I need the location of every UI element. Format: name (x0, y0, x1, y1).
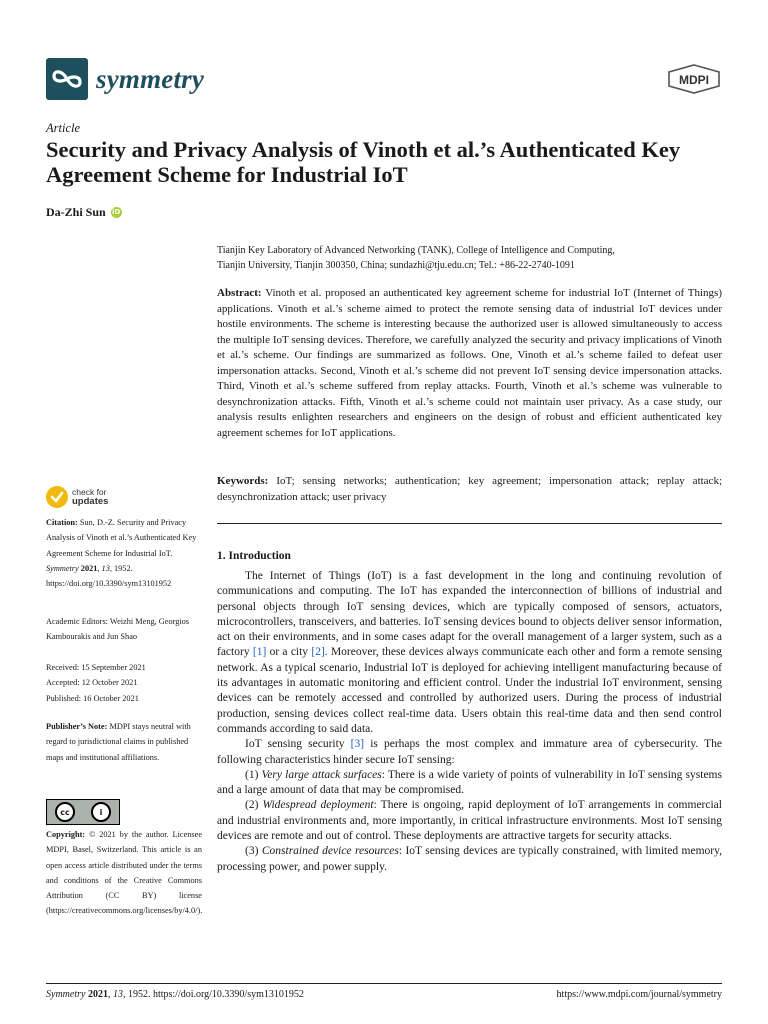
publisher-note: Publisher’s Note: MDPI stays neutral with regard to jurisdictional claims in published maps and institutional affiliations. (46, 722, 191, 762)
mdpi-logo-icon[interactable] (667, 64, 721, 94)
reference-link[interactable]: [3] (350, 738, 365, 751)
list-item: (3) Constrained device resources: IoT sensing devices are typically constrained, with limited memory, processing power, and power supply. (217, 845, 722, 873)
checkmark-icon (46, 486, 68, 508)
check-for-updates-button[interactable]: check for updates (46, 486, 108, 508)
keywords (217, 474, 722, 505)
orcid-icon[interactable]: iD (112, 208, 121, 216)
author-name[interactable]: Da-Zhi Sun (46, 205, 106, 219)
footer-citation: Symmetry 2021, 13, 1952. https://doi.org/10.3390/sym13101952 (46, 989, 304, 1000)
publisher-name: MDPI (679, 73, 709, 87)
academic-editors: Academic Editors: Weizhi Meng, Georgios Kambourakis and Jun Shao (46, 617, 190, 642)
journal-name: symmetry (96, 63, 205, 94)
keywords-text: IoT; sensing networks; authentication; key agreement; impersonation attack; replay attack; desynchronization attack; user privacy (217, 475, 723, 503)
affiliation-line-2: Tianjin University, Tianjin 300350, China; sundazhi@tju.edu.cn; Tel.: +86-22-2740-1091 (217, 260, 575, 271)
article-body (217, 569, 722, 875)
cc-by-license-icon[interactable]: cc i (46, 799, 120, 825)
dates (46, 660, 202, 706)
citation: Citation: Sun, D.-Z. Security and Privacy Analysis of Vinoth et al.’s Authenticated Key Agreement Scheme for Industrial IoT. Symmetry 2021, 13, 1952. https://doi.org/10.3390/sym13101952 (46, 518, 197, 589)
authors (46, 205, 122, 220)
symmetry-logo-icon (46, 58, 88, 100)
accepted-date: Accepted: 12 October 2021 (46, 678, 138, 688)
keywords-label: Keywords: (217, 475, 269, 487)
reference-link[interactable]: [1] (252, 646, 267, 659)
paragraph: IoT sensing security [3] is perhaps the most complex and immature area of cybersecurity. The following characteristics hinder secure IoT sensing: (217, 738, 722, 766)
list-item: (2) Widespread deployment: There is ongoing, rapid deployment of IoT arrangements in commercial and industrial environments and, more importantly, in critical infrastructure environments. Most IoT sensing devices are remote and out of control. These deployments are attractive targets for security attacks. (217, 799, 722, 843)
affiliation-line-1: Tianjin Key Laboratory of Advanced Networking (TANK), College of Intelligence and Computing, (217, 245, 615, 256)
list-item: (1) Very large attack surfaces: There is a wide variety of points of vulnerability in IoT sensing systems and a large amount of data that may be compromised. (217, 768, 722, 797)
footer-journal-url[interactable]: https://www.mdpi.com/journal/symmetry (556, 989, 722, 1000)
copyright: Copyright: © 2021 by the author. Licensee MDPI, Basel, Switzerland. This article is an open access article distributed under the terms and conditions of the Creative Commons Attribution (CC BY) license (https://creativecommons.org/licenses/by/4.0/). (46, 830, 203, 916)
reference-link[interactable]: [2] (311, 646, 325, 659)
abstract (217, 286, 722, 441)
footer-divider (46, 983, 722, 984)
article-type: Article (46, 121, 81, 135)
abstract-text: Vinoth et al. proposed an authenticated key agreement scheme for industrial IoT (Internet of Things) applications. Vinoth et al.’s scheme aimed to protect the remote sensing data of industrial IoT devices under hostile environments. The scheme is interesting because the authorized user is allowed simultaneously to access the multiple IoT sensing devices. Therefore, we carefully analyzed the security and privacy implications of Vinoth et al.’s scheme. Our findings are summarized as follows. One, Vinoth et al.’s scheme failed to defeat user impersonation attacks. Second, Vinoth et al.’s scheme did not prevent IoT sensing device impersonation attacks. Third, Vinoth et al.’s scheme suffered from replay attacks. Fourth, Vinoth et al.’s scheme was vulnerable to desynchronization attacks. Fifth, Vinoth et al.’s scheme could not maintain user privacy. As a case study, our analysis results enlighten researchers and engineers on the design of robust and efficient authenticated key agreement schemes for IoT applications. (217, 287, 722, 439)
paragraph: The Internet of Things (IoT) is a fast development in the long and continuing revolution of communications and computing. The IoT has expanded the interconnection of billions of industrial and personal objects through IoT sensing devices, which are typically composed of sensors, actuators, microcontrollers, transceivers, and batteries. IoT sensing devices bound to objects deliver sensor information, act on their environments, and in some cases adapt for the overall management of a larger system, such as a factory [1] or a city [2]. Moreover, these devices always communicate each other and form a remote sensing network. As a typical scenario, Industrial IoT is deployed for achieving intelligent manufacturing because of its advantages in automatic monitoring and efficient control. Under the industrial IoT environment, sensing devices can be remotely accessed and controlled by authorized users. During the process of industrial production, sensing devices collect real-time data. Users obtain this real-time data and then send control commands according to said data. (217, 570, 722, 735)
received-date: Received: 15 September 2021 (46, 663, 146, 672)
published-date: Published: 16 October 2021 (46, 693, 139, 703)
abstract-label: Abstract: (217, 287, 262, 299)
divider (217, 523, 722, 524)
section-heading: 1. Introduction (217, 550, 291, 562)
affiliation (217, 243, 727, 273)
journal-logo[interactable] (46, 58, 204, 100)
article-title: Security and Privacy Analysis of Vinoth et al.’s Authenticated Key Agreement Scheme for Industrial IoT (46, 137, 681, 187)
